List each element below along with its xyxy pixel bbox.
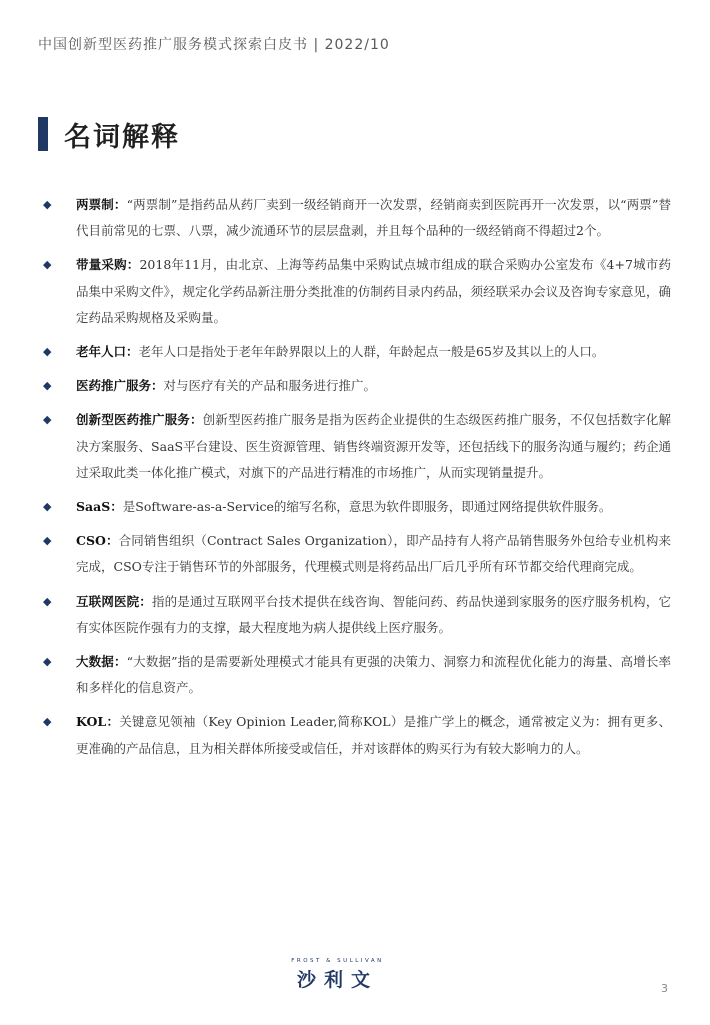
diamond-bullet-icon: ◆ [43,715,52,729]
term-definition: 关键意见领袖（Key Opinion Leader,简称KOL）是推广学上的概念，通常被定义为：拥有更多、更准确的产品信息，且为相关群体所接受或信任，并对该群体的购买行为有较大影响力的人。 [76,714,671,756]
diamond-bullet-icon: ◆ [43,500,52,514]
glossary-item [43,494,671,520]
term-name: 两票制： [76,197,127,212]
term-name: SaaS： [76,499,123,515]
frost-sullivan-logo [275,958,400,992]
glossary-item [43,339,671,365]
diamond-bullet-icon: ◆ [43,655,52,669]
glossary-item [43,649,671,701]
glossary-item [43,709,671,761]
page-number: 3 [661,982,668,995]
term-name: 带量采购： [76,257,140,273]
diamond-bullet-icon: ◆ [43,413,52,427]
document-header: 中国创新型医药推广服务模式探索白皮书 | 2022/10 [38,37,390,53]
section-title-block [38,116,180,152]
diamond-bullet-icon: ◆ [43,198,52,211]
glossary-item [43,589,671,641]
title-accent-bar [38,117,48,151]
term-definition: 创新型医药推广服务是指为医药企业提供的生态级医药推广服务，不仅包括数字化解决方案服务、SaaS平台建设、医生资源管理、销售终端资源开发等，还包括线下的服务沟通与履约；药企通过采取此类一体化推广模式，对旗下的产品进行精准的市场推广，从而实现销量提升。 [76,412,671,480]
term-definition: 合同销售组织（Contract Sales Organization），即产品持有人将产品销售服务外包给专业机构来完成，CSO专注于销售环节的外部服务，代理模式则是将药品出厂后几乎所有环节都交给代理商完成。 [76,533,671,575]
diamond-bullet-icon: ◆ [43,379,52,393]
glossary-item [43,252,671,331]
diamond-bullet-icon: ◆ [43,534,52,548]
term-name: 医药推广服务： [76,378,164,394]
section-title: 名词解释 [64,121,180,153]
term-definition: 指的是通过互联网平台技术提供在线咨询、智能问药、药品快递到家服务的医疗服务机构，它有实体医院作强有力的支撑，最大程度地为病人提供线上医疗服务。 [76,593,671,635]
glossary-item [43,192,671,244]
term-definition: 老年人口是指处于老年年龄界限以上的人群，年龄起点一般是65岁及其以上的人口。 [138,344,605,360]
term-definition: “两票制”是指药品从药厂卖到一级经销商开一次发票，经销商卖到医院再开一次发票，以“两票”替代目前常见的七票、八票，减少流通环节的层层盘剥，并且每个品种的一级经销商不得超过2个。 [76,197,671,239]
diamond-bullet-icon: ◆ [43,345,52,359]
logo-english-text: FROST & SULLIVAN [291,958,384,964]
glossary-item [43,373,671,399]
term-name: 创新型医药推广服务： [76,412,203,428]
glossary-list [43,192,671,770]
term-definition: 2018年11月，由北京、上海等药品集中采购试点城市组成的联合采购办公室发布《4+7城市药品集中采购文件》，规定化学药品新注册分类批准的仿制药目录内药品，须经联采办会议及咨询专家意见，确定药品采购规格及采购量。 [76,257,671,325]
glossary-item [43,407,671,486]
term-name: 老年人口： [76,344,139,360]
term-name: 大数据： [76,654,127,670]
diamond-bullet-icon: ◆ [43,258,52,272]
diamond-bullet-icon: ◆ [43,594,52,608]
term-definition: 是Software-as-a-Service的缩写名称，意思为软件即服务，即通过网络提供软件服务。 [122,499,612,515]
term-name: CSO： [76,533,119,549]
term-name: KOL： [76,714,120,730]
term-definition: “大数据”指的是需要新处理模式才能具有更强的决策力、洞察力和流程优化能力的海量、高增长率和多样化的信息资产。 [76,654,671,696]
term-name: 互联网医院： [76,593,152,609]
term-definition: 对与医疗有关的产品和服务进行推广。 [163,378,377,394]
glossary-item [43,528,671,580]
logo-chinese-text: 沙利文 [296,969,378,991]
